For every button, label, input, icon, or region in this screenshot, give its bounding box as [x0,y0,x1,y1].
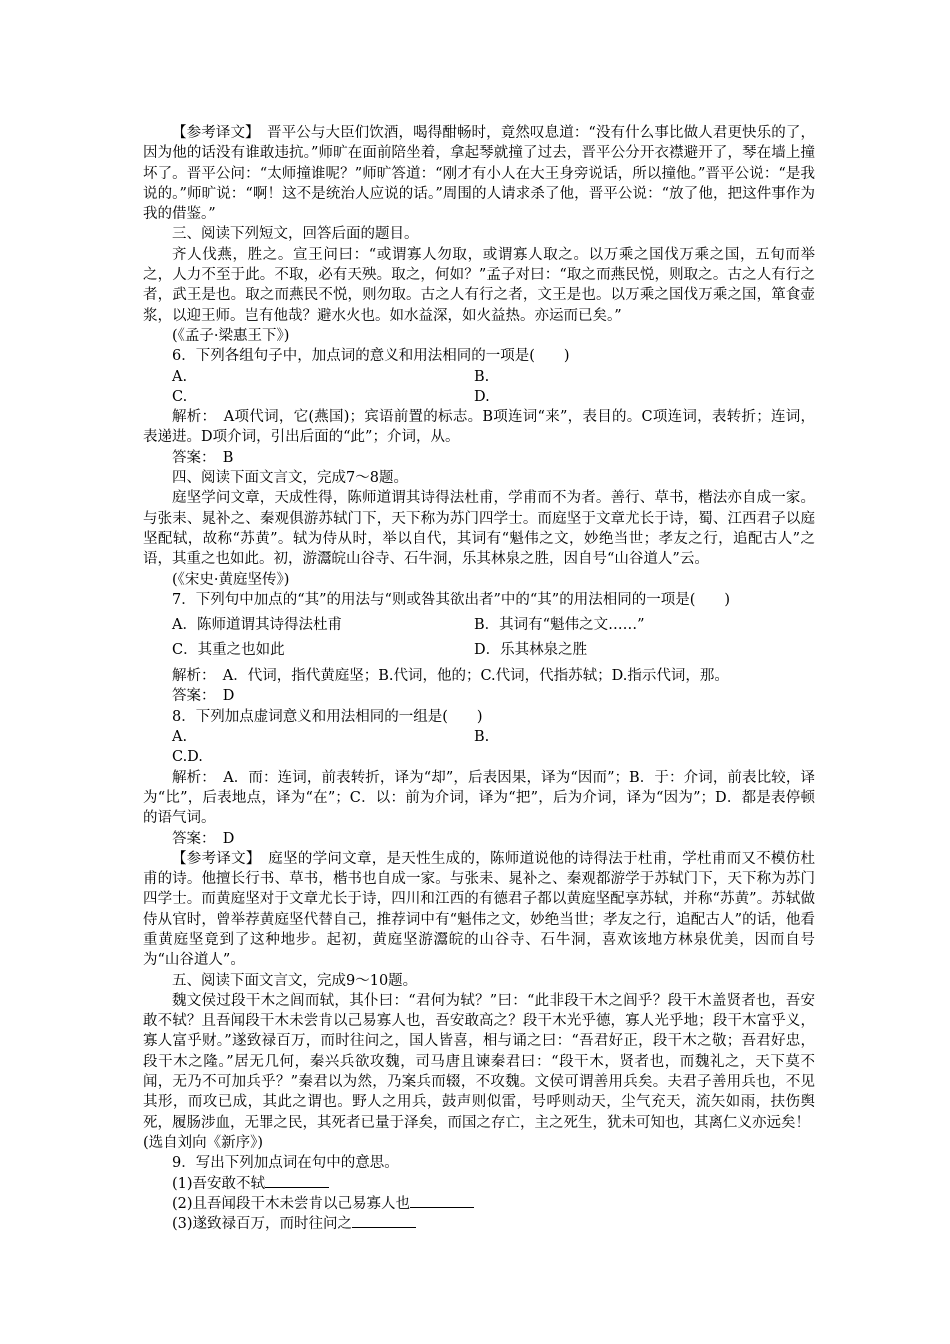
question-7-options-row-1 [143,613,815,638]
section-4-passage: 庭坚学问文章，天成性得，陈师道谓其诗得法杜甫，学甫而不为者。善行、草书，楷法亦自成一家。与张耒、晁补之、秦观俱游苏轼门下，天下称为苏门四学士。而庭坚于文章尤长于诗，蜀、江西君子以庭坚配轼，故称“苏黄”。轼为侍从时，举以自代，其词有“魁伟之文，妙绝当世；孝友之行，追配古人”之语，其重之也如此。初，游灊皖山谷寺、石牛洞，乐其林泉之胜，因自号“山谷道人”云。 [143,490,815,568]
section-3-heading: 三、阅读下列短文，回答后面的题目。 [172,226,419,243]
question-6-answer: 答案： B [172,449,234,466]
question-9-item-2-text: (2)且吾闻段干木未尝肯以己易寡人也 [172,1195,411,1212]
section-5-heading: 五、阅读下面文言文，完成9～10题。 [172,972,418,989]
question-7-analysis: 解析： A．代词，指代黄庭坚；B.代词，他的；C.代词，代指苏轼；D.指示代词，那。 [172,668,729,685]
answer-blank-1[interactable] [265,1174,329,1188]
section-4-heading: 四、阅读下面文言文，完成7～8题。 [172,470,408,487]
answer-blank-2[interactable] [410,1194,474,1208]
question-6-option-b: B. [474,368,490,385]
translation-paragraph-1: 【参考译文】 晋平公与大臣们饮酒，喝得酣畅时，竟然叹息道：“没有什么事比做人君更快乐的了，因为他的话没有谁敢违抗。”师旷在面前陪坐着，拿起琴就撞了过去，晋平公分开衣襟避开了，琴在墙上撞坏了。晋平公问：“太师撞谁呢？”师旷答道：“刚才有小人在大王身旁说话，所以撞他。”晋平公说：“是我说的。”师旷说：“啊！这不是统治人应说的话。”周围的人请求杀了他，晋平公说：“放了他，把这件事作为我的借鉴。” [143,125,815,223]
question-6-option-c: C. [172,388,188,405]
question-9-stem: 9．写出下列加点词在句中的意思。 [172,1155,399,1172]
question-8-answer: 答案： D [172,830,235,847]
question-8-analysis: 解析： A．而：连词，前表转折，译为“却”，后表因果，译为“因而”；B．于：介词，前表比较，译为“比”，后表地点，译为“在”；C．以：前为介词，译为“把”，后为介词，译为“因为”；D．都是表停顿的语气词。 [143,769,815,827]
document-page [143,123,815,1234]
question-9-item-3 [143,1214,815,1234]
section-5-passage: 魏文侯过段干木之闾而轼，其仆曰：“君何为轼？”曰：“此非段干木之闾乎？段干木盖贤者也，吾安敢不轼？且吾闻段干木未尝肯以己易寡人也，吾安敢高之？段干木光乎德，寡人光乎地；段干木富乎义，寡人富乎财。”遂致禄百万，而时往问之，国人皆喜，相与诵之曰：“吾君好正，段干木之敬；吾君好忠，段干木之隆。”居无几何，秦兴兵欲攻魏，司马唐且谏秦君曰：“段干木，贤者也，而魏礼之，天下莫不闻，无乃不可加兵乎？”秦君以为然，乃案兵而辍，不攻魏。文侯可谓善用兵矣。夫君子善用兵也，不见其形，而攻已成，其此之谓也。野人之用兵，鼓声则似雷，号呼则动天，尘气充天，流矢如雨，扶伤舆死，履肠涉血，无罪之民，其死者已量于泽矣，而国之存亡，主之死生，犹未可知也，其离仁义亦远矣！ [143,992,815,1131]
question-6-analysis: 解析： A项代词，它(燕国)；宾语前置的标志。B项连词“来”，表目的。C项连词，表转折；连词，表递进。D项介词，引出后面的“此”；介词，从。 [143,409,815,446]
question-7-stem: 7．下列句中加点的“其”的用法与“则或咎其欲出者”中的“其”的用法相同的一项是( ) [172,591,731,608]
section-3-source: (《孟子·梁惠王下》) [172,327,290,344]
question-7-option-d: D．乐其林泉之胜 [474,642,588,659]
question-9-item-2 [143,1194,815,1214]
question-7-answer: 答案： D [172,688,235,705]
question-8-option-cd: C.D. [172,749,203,766]
question-8-stem: 8．下列加点虚词意义和用法相同的一组是( ) [172,708,483,725]
question-9-item-1 [143,1174,815,1194]
answer-blank-3[interactable] [352,1214,416,1228]
question-6-option-a: A. [172,368,188,385]
section-5-source: (选自刘向《新序》) [143,1134,264,1151]
question-7-option-b: B．其词有“魁伟之文……” [474,617,645,634]
section-4-source: (《宋史·黄庭坚传》) [172,571,290,588]
question-9-item-1-text: (1)吾安敢不轼 [172,1175,266,1192]
question-8-option-a: A. [172,729,188,746]
question-6-stem: 6．下列各组句子中，加点词的意义和用法相同的一项是( ) [172,348,570,365]
question-8-options-row-1 [143,727,815,747]
question-6-option-d: D. [474,388,490,405]
question-6-options-row-2 [143,387,815,407]
translation-paragraph-2: 【参考译文】 庭坚的学问文章，是天性生成的，陈师道说他的诗得法于杜甫，学杜甫而又不模仿杜甫的诗。他擅长行书、草书，楷书也自成一家。与张耒、晁补之、秦观都游学于苏轼门下，天下称为苏门四学士。而黄庭坚对于文章尤长于诗，四川和江西的有德君子都以黄庭坚配享苏轼，并称“苏黄”。苏轼做侍从官时，曾举荐黄庭坚代替自己，推荐词中有“魁伟之文，妙绝当世；孝友之行，追配古人”的话，他看重黄庭坚竟到了这种地步。起初，黄庭坚游灊皖的山谷寺、石牛洞，喜欢该地方林泉优美，因而自号为“山谷道人”。 [143,850,815,969]
question-7-options-row-2 [143,638,815,663]
question-9-item-3-text: (3)遂致禄百万，而时往问之 [172,1216,353,1233]
question-7-option-a: A．陈师道谓其诗得法杜甫 [172,617,342,634]
question-6-options-row-1 [143,367,815,387]
question-8-option-b: B. [474,729,490,746]
question-7-option-c: C．其重之也如此 [172,642,285,659]
section-3-passage: 齐人伐燕，胜之。宣王问曰：“或谓寡人勿取，或谓寡人取之。以万乘之国伐万乘之国，五旬而举之，人力不至于此。不取，必有天殃。取之，何如？”孟子对曰：“取之而燕民悦，则取之。古之人有行之者，武王是也。取之而燕民不悦，则勿取。古之人有行之者，文王是也。以万乘之国伐万乘之国，箪食壶浆，以迎王师。岂有他哉？避水火也。如水益深，如火益热。亦运而已矣。” [143,246,815,324]
